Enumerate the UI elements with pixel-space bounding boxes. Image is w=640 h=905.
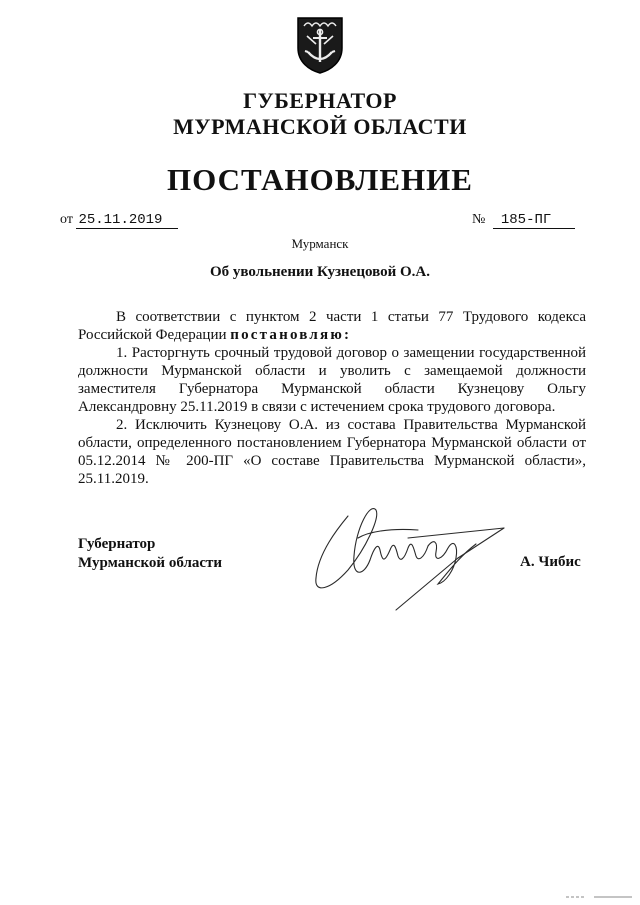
signer-position: [78, 535, 222, 573]
coat-of-arms-icon: [295, 12, 345, 74]
signer-position-line-1: Губернатор: [78, 536, 156, 552]
document-subject: Об увольнении Кузнецовой О.А.: [209, 264, 431, 280]
item-2-paragraph: 2. Исключить Кузнецову О.А. из состава Правительства Мурманской области, определенного постановлением Губернатора Мурманской области от 05.12.2014 № 200-ПГ «О составе Правительства Мурманской области», 25.11.2019.: [78, 417, 586, 487]
intro-paragraph: [78, 308, 586, 344]
date-prefix: от: [60, 212, 73, 227]
handwritten-signature-icon: [308, 498, 508, 616]
date-value: 25.11.2019: [76, 212, 178, 229]
document-date: [60, 212, 178, 228]
number-value: 185-ПГ: [493, 212, 575, 229]
intro-text: В соответствии с пунктом 2 части 1 статьи 77 Трудового кодекса Российской Федерации: [78, 309, 586, 343]
header-line-1: ГУБЕРНАТОР: [243, 88, 397, 113]
city-name: Мурманск: [291, 236, 349, 251]
footer-dashes: [566, 896, 632, 898]
signer-name: А. Чибис: [520, 554, 581, 570]
document-number: [472, 212, 575, 228]
signer-position-line-2: Мурманской области: [78, 555, 223, 571]
resolve-word: постановляю:: [230, 327, 352, 343]
document-body: [78, 308, 586, 488]
item-1-paragraph: 1. Расторгнуть срочный трудовой договор о замещении государственной должности Мурманской области и уволить с замещаемой должности заместителя Губернатора Мурманской области Кузнецову Ольгу Александровну 25.11.2019 в связи с истечением срока трудового договора.: [78, 345, 586, 415]
document-type-title: ПОСТАНОВЛЕНИЕ: [167, 162, 473, 197]
number-prefix: №: [472, 212, 486, 227]
header-line-2: МУРМАНСКОЙ ОБЛАСТИ: [173, 114, 467, 139]
